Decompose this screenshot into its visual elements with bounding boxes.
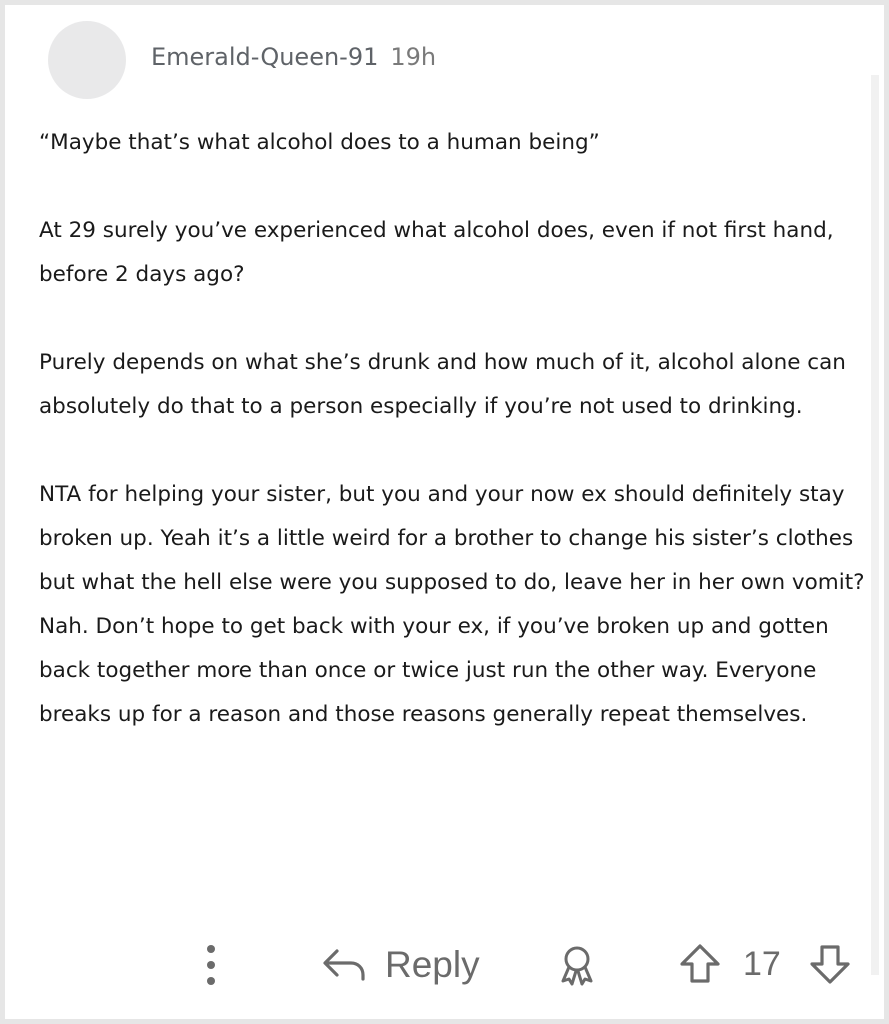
upvote-button[interactable] (677, 941, 723, 992)
downvote-button[interactable] (807, 941, 853, 992)
comment-header (151, 43, 436, 71)
comment-paragraph: NTA for helping your sister, but you and your now ex should definitely stay broken up. Yeah it’s a little weird for a brother to change his sister’s clothes but what the hell else were you supposed to do, leave her in her own vomit? Nah. Don’t hope to get back with your ex, if you’ve broken up and gotten back together more than once or twice just run the other way. Everyone breaks up for a reason and those reasons generally repeat themselves. (39, 482, 865, 727)
vote-score: 17 (743, 945, 781, 983)
reply-label: Reply (385, 944, 480, 985)
more-options-button[interactable] (201, 943, 223, 987)
award-icon (555, 943, 599, 987)
comment-body (39, 121, 874, 781)
avatar[interactable] (48, 21, 126, 99)
comment-age: 19h (390, 43, 437, 71)
comment-paragraph: “Maybe that’s what alcohol does to a human being” (39, 130, 600, 155)
reply-arrow-icon (321, 945, 367, 985)
reply-button[interactable] (321, 941, 480, 989)
downvote-arrow-icon (807, 941, 853, 987)
award-button[interactable] (555, 943, 599, 992)
comment-actions (5, 935, 889, 995)
author-name[interactable]: Emerald-Queen-91 (151, 43, 379, 71)
upvote-arrow-icon (677, 941, 723, 987)
comment-paragraph: At 29 surely you’ve experienced what alcohol does, even if not first hand, before 2 days ago? (39, 218, 834, 287)
comment-paragraph: Purely depends on what she’s drunk and how much of it, alcohol alone can absolutely do that to a person especially if you’re not used to drinking. (39, 350, 846, 419)
